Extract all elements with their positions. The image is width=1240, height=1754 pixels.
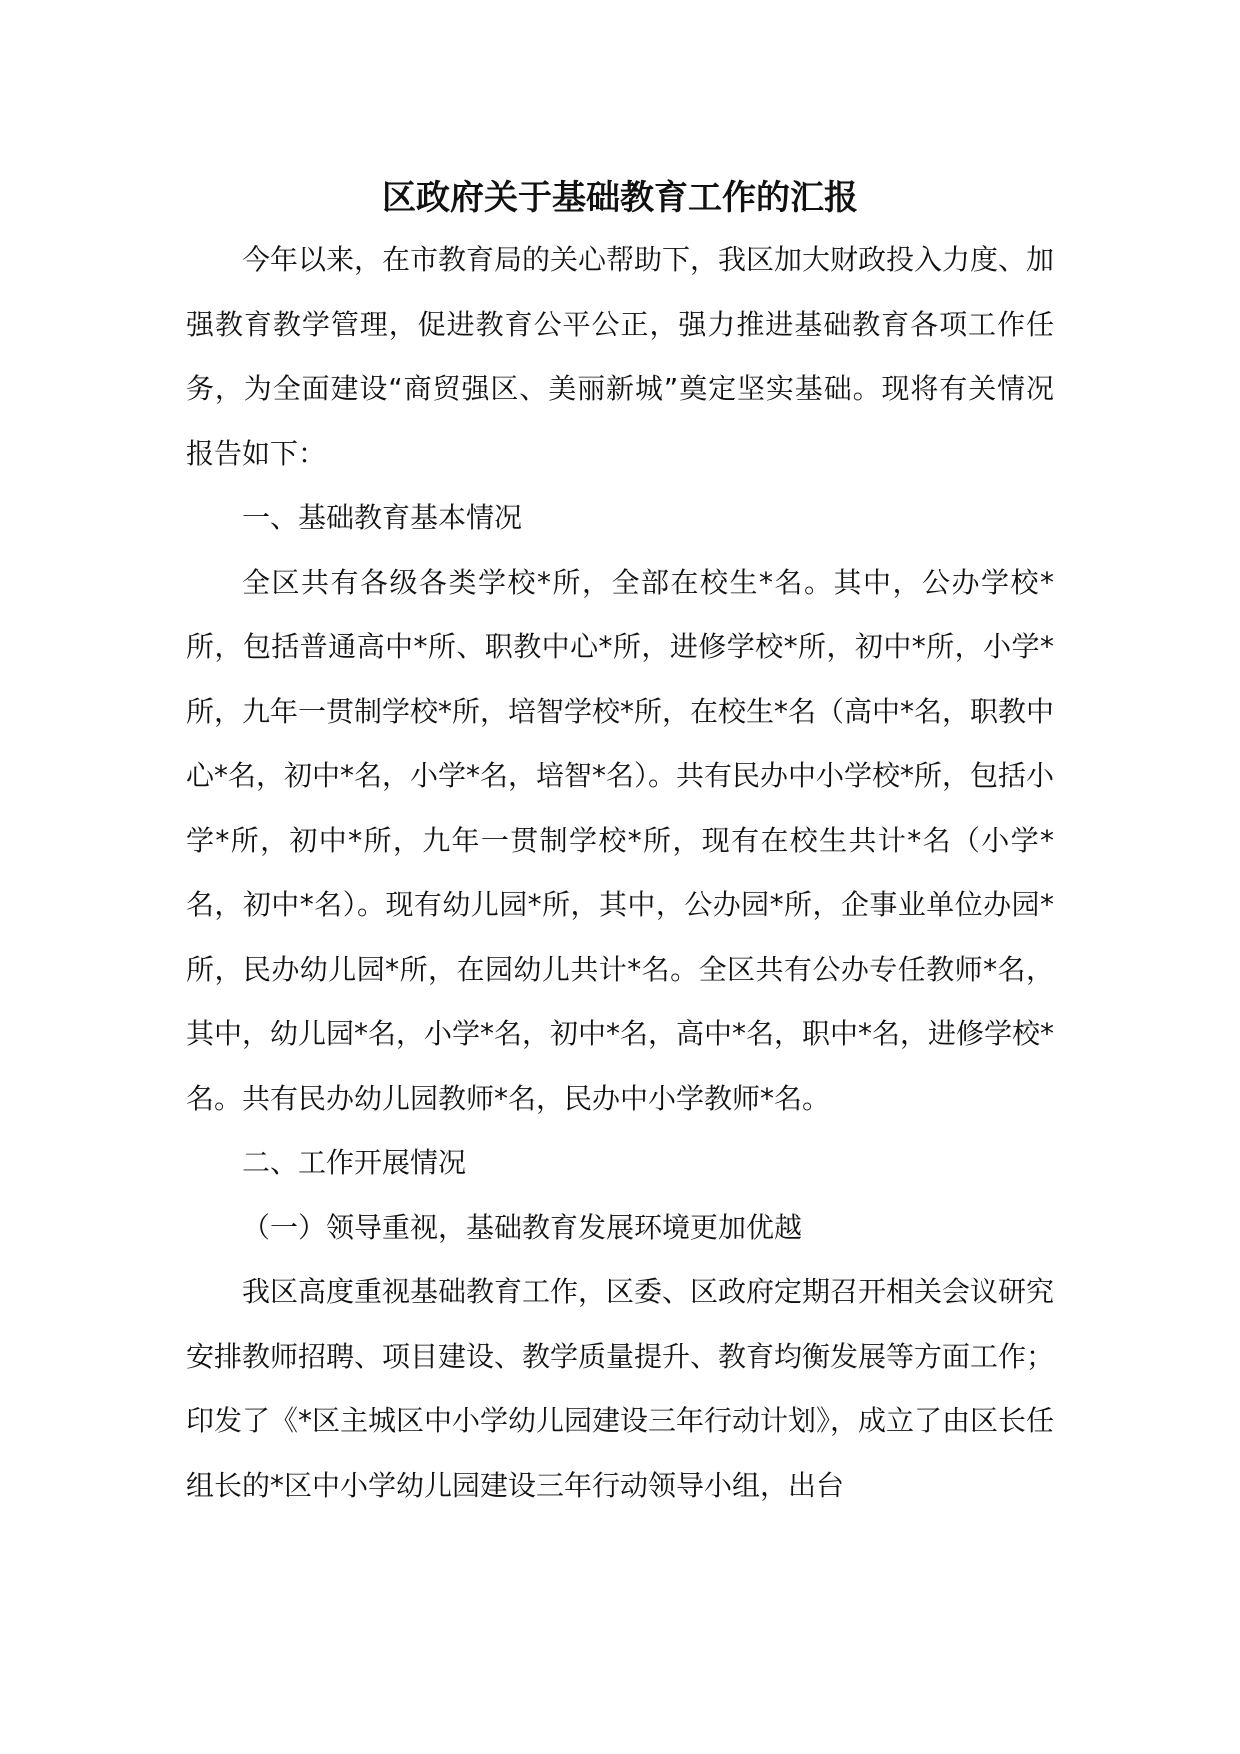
subsection-heading-1: （一）领导重视，基础教育发展环境更加优越 — [242, 1210, 803, 1244]
document-body — [186, 228, 1054, 1518]
intro-paragraph: 今年以来，在市教育局的关心帮助下，我区加大财政投入力度、加强教育教学管理，促进教育公平公正，强力推进基础教育各项工作任务，为全面建设“商贸强区、美丽新城”奠定坚实基础。现将有关情况报告如下： — [186, 243, 1055, 470]
section-heading-1: 一、基础教育基本情况 — [242, 501, 523, 534]
document-title: 区政府关于基础教育工作的汇报 — [382, 178, 858, 218]
section-heading-2: 二、工作开展情况 — [242, 1146, 467, 1179]
section-1-paragraph: 全区共有各级各类学校*所，全部在校生*名。其中，公办学校*所，包括普通高中*所、职教中心*所，进修学校*所，初中*所，小学*所，九年一贯制学校*所，培智学校*所，在校生*名（高中*名，职教中心*名，初中*名，小学*名，培智*名）。共有民办中小学校*所，包括小学*所，初中*所，九年一贯制学校*所，现有在校生共计*名（小学*名，初中*名）。现有幼儿园*所，其中，公办园*所，企事业单位办园*所，民办幼儿园*所，在园幼儿共计*名。全区共有公办专任教师*名，其中，幼儿园*名，小学*名，初中*名，高中*名，职中*名，进修学校*名。共有民办幼儿园教师*名，民办中小学教师*名。 — [186, 565, 1055, 1115]
subsection-1-paragraph: 我区高度重视基础教育工作，区委、区政府定期召开相关会议研究安排教师招聘、项目建设、教学质量提升、教育均衡发展等方面工作；印发了《*区主城区中小学幼儿园建设三年行动计划》，成立了由区长任组长的*区中小学幼儿园建设三年行动领导小组，出台 — [186, 1275, 1055, 1502]
